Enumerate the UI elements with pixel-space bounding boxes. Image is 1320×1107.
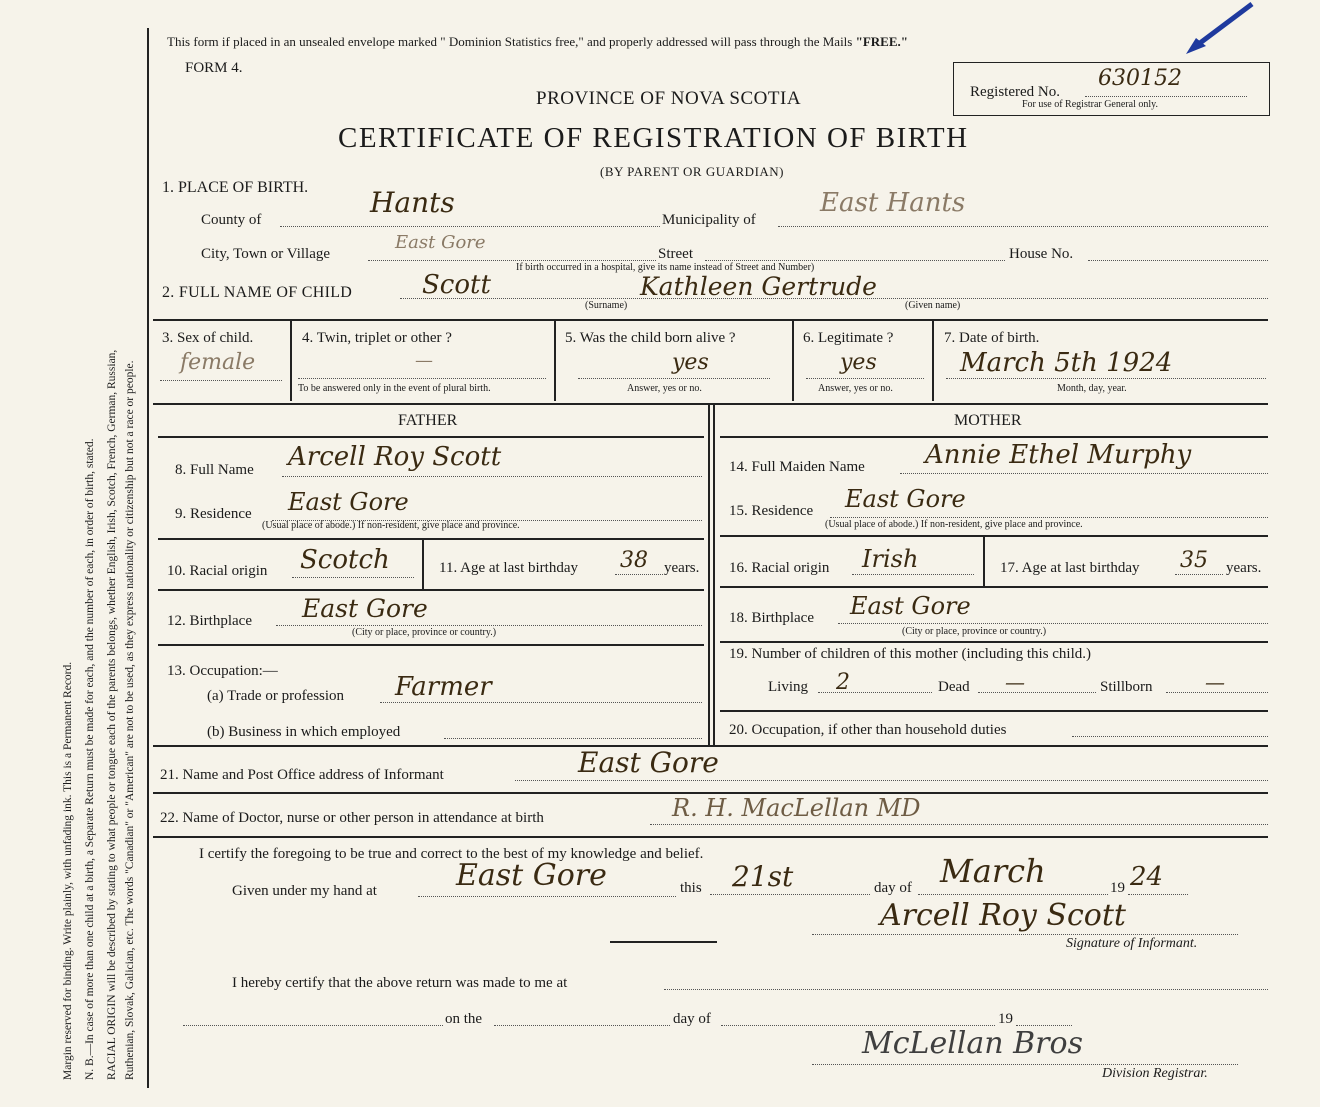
rule-row3-bottom <box>153 403 1268 405</box>
mother-dead-line <box>978 692 1096 693</box>
father-trade-value: Farmer <box>395 672 492 702</box>
mother-occupation-line <box>1072 736 1268 737</box>
registrar-caption: Division Registrar. <box>1102 1066 1208 1081</box>
mother-occupation-label: 20. Occupation, if other than household duties <box>729 722 1007 738</box>
mother-name-label: 14. Full Maiden Name <box>729 459 865 475</box>
mother-birthplace-value: East Gore <box>850 592 971 620</box>
place-heading: 1. PLACE OF BIRTH. <box>162 179 309 196</box>
given-place-line <box>418 896 676 897</box>
legitimate-line <box>806 378 924 379</box>
informant-signature: Arcell Roy Scott <box>880 898 1126 933</box>
arrow-icon <box>1180 0 1260 67</box>
child-surname: Scott <box>422 270 491 300</box>
mother-race-label: 16. Racial origin <box>729 560 830 576</box>
mother-age-label: 17. Age at last birthday <box>1000 560 1140 576</box>
child-given-name: Kathleen Gertrude <box>640 272 877 301</box>
father-name-label: 8. Full Name <box>175 462 254 478</box>
mother-living-value: 2 <box>836 670 850 695</box>
father-business-label: (b) Business in which employed <box>207 724 401 740</box>
registrar-on-the: on the <box>445 1011 483 1027</box>
mother-age-line <box>1175 574 1223 575</box>
county-line <box>280 226 660 227</box>
county-label: County of <box>201 212 262 228</box>
mother-rule-2 <box>720 586 1268 588</box>
doctor-value: R. H. MacLellan MD <box>672 794 921 822</box>
dob-line <box>946 378 1266 379</box>
registered-number: 630152 <box>1098 66 1182 91</box>
street-line <box>705 260 1005 261</box>
year-line <box>1128 894 1188 895</box>
mother-name-value: Annie Ethel Murphy <box>925 440 1192 470</box>
father-trade-line <box>380 702 702 703</box>
mother-stillborn-value: — <box>1205 670 1225 694</box>
form-number: FORM 4. <box>185 60 243 76</box>
registrar-day-line <box>494 1025 670 1026</box>
margin-note-3: RACIAL ORIGIN will be described by stating to what people or tongue each of the parents belongs, whether English, Irish, Scotch, French, German, Russian, <box>106 349 118 1080</box>
mother-race-line <box>852 574 974 575</box>
father-rule-1 <box>158 538 704 540</box>
dob-note: Month, day, year. <box>1057 383 1127 394</box>
mother-age-value: 35 <box>1180 548 1208 573</box>
house-label: House No. <box>1009 246 1074 262</box>
mother-heading: MOTHER <box>954 412 1022 429</box>
father-years: years. <box>664 560 700 576</box>
given-label: Given under my hand at <box>232 883 377 899</box>
father-trade-label: (a) Trade or profession <box>207 688 345 704</box>
twin-note: To be answered only in the event of plural birth. <box>298 383 491 394</box>
father-age-value: 38 <box>620 548 648 573</box>
mail-free: "FREE." <box>855 34 908 49</box>
mother-rule-4 <box>720 710 1268 712</box>
mother-living-label: Living <box>768 679 808 695</box>
father-race-value: Scotch <box>300 545 390 575</box>
mother-dead-value: — <box>1005 670 1025 694</box>
mother-name-line <box>900 473 1268 474</box>
row3-divider-1 <box>290 320 292 401</box>
mother-rule-1 <box>720 535 1268 537</box>
signature-caption: Signature of Informant. <box>1066 936 1198 951</box>
month-line <box>918 894 1108 895</box>
margin-note-2: N. B.—In case of more than one child at a birth, a Separate Return must be made for each, and the number of each, in order of birth, stated. <box>84 438 96 1080</box>
mother-children-label: 19. Number of children of this mother (including this child.) <box>729 646 1092 662</box>
father-birthplace-value: East Gore <box>302 594 428 623</box>
child-name-line <box>400 298 1268 299</box>
mother-race-value: Irish <box>862 545 919 573</box>
parents-divider-1 <box>708 404 710 745</box>
mail-note <box>167 34 908 50</box>
legitimate-note: Answer, yes or no. <box>818 383 893 394</box>
row3-divider-3 <box>792 320 794 401</box>
registered-label: Registered No. <box>970 84 1060 100</box>
informant-value: East Gore <box>578 746 719 779</box>
mother-race-divider <box>983 536 985 586</box>
alive-line <box>578 378 770 379</box>
father-race-label: 10. Racial origin <box>167 563 268 579</box>
municipality-label: Municipality of <box>662 212 756 228</box>
year-value: 24 <box>1130 862 1164 892</box>
signature-line <box>812 934 1238 935</box>
father-birthplace-label: 12. Birthplace <box>167 613 252 629</box>
city-line <box>368 260 656 261</box>
registrar-signature-line <box>812 1064 1238 1065</box>
mother-living-line <box>818 692 932 693</box>
father-residence-value: East Gore <box>288 488 409 516</box>
registrar-year-prefix: 19 <box>998 1011 1013 1027</box>
registrar-statement: I hereby certify that the above return was made to me at <box>232 975 568 991</box>
father-residence-note: (Usual place of abode.) If non-resident, give place and province. <box>262 520 520 531</box>
informant-label: 21. Name and Post Office address of Informant <box>160 767 444 783</box>
house-line <box>1088 260 1268 261</box>
mother-residence-line <box>830 517 1268 518</box>
dayof-label: day of <box>874 880 912 896</box>
father-birthplace-line <box>276 625 702 626</box>
child-name-label: 2. FULL NAME OF CHILD <box>162 284 353 301</box>
registrar-start-line <box>183 1025 443 1026</box>
legitimate-label: 6. Legitimate ? <box>803 330 894 346</box>
father-race-divider <box>422 539 424 589</box>
margin-note-1: Margin reserved for binding. Write plainly, with unfading ink. This is a Permanent Record. <box>62 661 74 1080</box>
father-name-line <box>282 476 702 477</box>
registered-line <box>1085 96 1247 97</box>
father-heading-rule <box>158 436 704 438</box>
legitimate-value: yes <box>840 350 877 375</box>
father-heading: FATHER <box>398 412 458 429</box>
mother-birthplace-note: (City or place, province or country.) <box>902 626 1047 637</box>
sex-label: 3. Sex of child. <box>162 330 254 346</box>
father-race-line <box>292 577 414 578</box>
mother-heading-rule <box>720 436 1268 438</box>
certify-statement: I certify the foregoing to be true and correct to the best of my knowledge and belief. <box>199 846 704 862</box>
mother-birthplace-line <box>838 623 1268 624</box>
this-label: this <box>680 880 702 896</box>
alive-label: 5. Was the child born alive ? <box>565 330 736 346</box>
municipality-line <box>778 226 1268 227</box>
father-occupation-label: 13. Occupation:— <box>167 663 278 679</box>
given-caption: (Given name) <box>905 300 961 311</box>
day-value: 21st <box>732 860 794 893</box>
father-name-value: Arcell Roy Scott <box>288 442 502 472</box>
month-value: March <box>940 852 1046 890</box>
sex-value: female <box>180 350 256 375</box>
registered-note: For use of Registrar General only. <box>1022 99 1158 110</box>
father-rule-3 <box>158 644 704 646</box>
twin-label: 4. Twin, triplet or other ? <box>302 330 452 346</box>
parents-divider-2 <box>713 404 715 745</box>
margin-note-4: Ruthenian, Slovak, Galician, etc. The words "Canadian" or "American" are not to be used, as they express nationality or citizenship but not a race or people. <box>124 360 136 1080</box>
county-value: Hants <box>370 186 455 219</box>
row3-divider-2 <box>554 320 556 401</box>
certificate-title: CERTIFICATE OF REGISTRATION OF BIRTH <box>338 122 969 154</box>
mother-stillborn-line <box>1166 692 1268 693</box>
margin-rule <box>147 28 149 1088</box>
day-line <box>710 894 870 895</box>
doctor-line <box>650 824 1268 825</box>
mother-rule-3 <box>720 641 1268 643</box>
mother-residence-note: (Usual place of abode.) If non-resident, give place and province. <box>825 519 1083 530</box>
year-prefix: 19 <box>1110 880 1125 896</box>
father-birthplace-note: (City or place, province or country.) <box>352 627 497 638</box>
registrar-day-of: day of <box>673 1011 711 1027</box>
alive-value: yes <box>672 350 709 375</box>
father-rule-2 <box>158 589 704 591</box>
given-place: East Gore <box>456 858 607 893</box>
mother-residence-label: 15. Residence <box>729 503 814 519</box>
mail-note-text: This form if placed in an unsealed envelope marked " Dominion Statistics free," and properly addressed will pass through the Mails <box>167 34 853 49</box>
hospital-note: If birth occurred in a hospital, give its name instead of Street and Number) <box>516 262 815 273</box>
father-residence-label: 9. Residence <box>175 506 252 522</box>
separator-rule <box>610 941 717 943</box>
mother-dead-label: Dead <box>938 679 970 695</box>
rule-doctor-bottom <box>153 836 1268 838</box>
informant-line <box>515 780 1268 781</box>
row3-divider-4 <box>932 320 934 401</box>
province-heading: PROVINCE OF NOVA SCOTIA <box>536 88 802 109</box>
mother-birthplace-label: 18. Birthplace <box>729 610 814 626</box>
municipality-value: East Hants <box>820 188 966 218</box>
alive-note: Answer, yes or no. <box>627 383 702 394</box>
certificate-subtitle: (BY PARENT OR GUARDIAN) <box>600 164 785 179</box>
father-business-line <box>444 738 702 739</box>
father-age-line <box>615 574 663 575</box>
city-value: East Gore <box>395 232 486 253</box>
mother-stillborn-label: Stillborn <box>1100 679 1153 695</box>
surname-caption: (Surname) <box>585 300 628 311</box>
sex-line <box>160 380 282 381</box>
doctor-label: 22. Name of Doctor, nurse or other person in attendance at birth <box>160 810 544 826</box>
street-label: Street <box>658 246 693 262</box>
registrar-signature: McLellan Bros <box>862 1026 1083 1061</box>
registrar-place-line <box>664 989 1268 990</box>
dob-value: March 5th 1924 <box>960 348 1173 378</box>
father-age-label: 11. Age at last birthday <box>439 560 578 576</box>
twin-line <box>298 378 546 379</box>
mother-residence-value: East Gore <box>845 485 966 513</box>
twin-value: — <box>415 350 433 371</box>
city-label: City, Town or Village <box>201 246 331 262</box>
mother-years: years. <box>1226 560 1262 576</box>
rule-row3-top <box>153 319 1268 321</box>
dob-label: 7. Date of birth. <box>944 330 1040 346</box>
